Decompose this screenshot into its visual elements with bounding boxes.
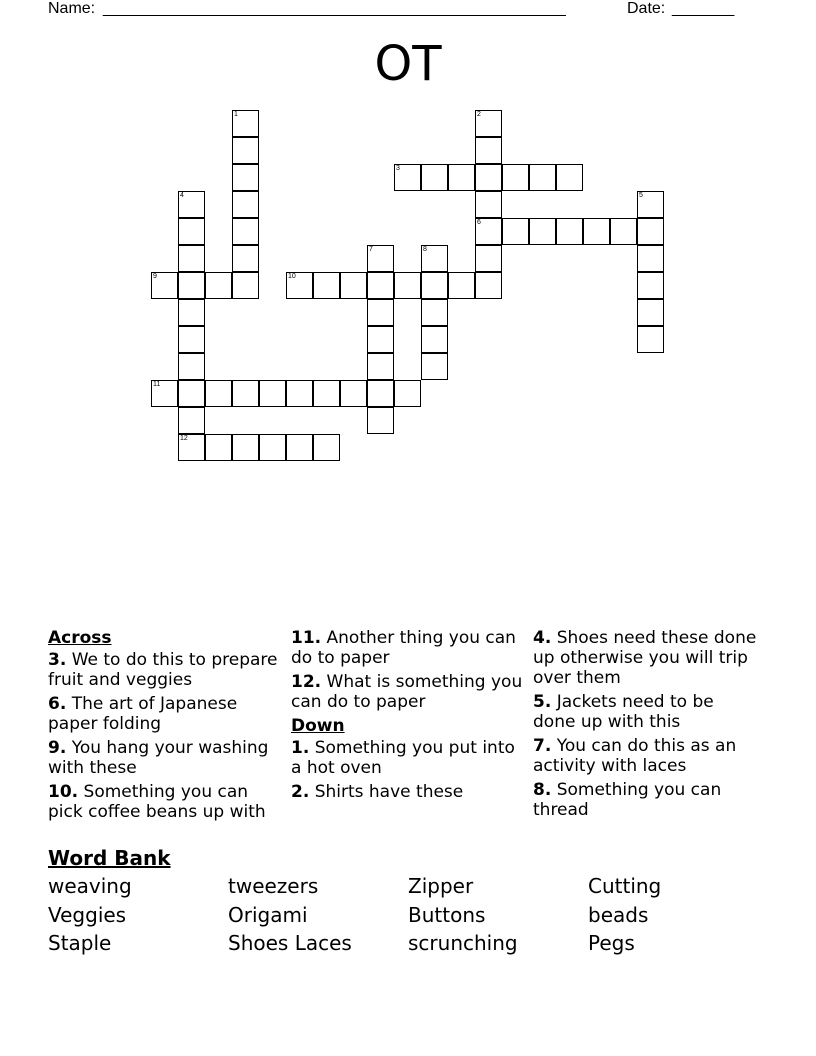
name-label: Name: [48, 0, 96, 17]
name-line[interactable]: ____________________________________________________ [103, 0, 566, 17]
crossword-cell[interactable] [421, 272, 448, 299]
crossword-cell[interactable] [529, 164, 556, 191]
crossword-cell[interactable] [232, 380, 259, 407]
crossword-cell[interactable] [178, 299, 205, 326]
clue-down-2: 2. Shirts have these [291, 782, 464, 802]
crossword-cell[interactable] [178, 326, 205, 353]
crossword-cell[interactable] [421, 353, 448, 380]
clue-number: 1 [234, 111, 238, 118]
crossword-cell[interactable] [259, 380, 286, 407]
clues-column-1 [48, 628, 286, 826]
crossword-cell[interactable] [367, 272, 394, 299]
crossword-cell[interactable] [340, 380, 367, 407]
word-bank-item: scrunching [408, 931, 518, 955]
word-bank-item: Buttons [408, 903, 486, 927]
clue-across-10: 10. Something you can pick coffee beans up with [48, 782, 266, 822]
clue-number: 11 [153, 381, 161, 388]
crossword-cell[interactable] [313, 434, 340, 461]
clue-down-8: 8. Something you can thread [533, 780, 722, 820]
word-bank-item: Zipper [408, 874, 474, 898]
clue-down-7: 7. You can do this as an activity with laces [533, 736, 737, 776]
word-bank-item: beads [588, 903, 649, 927]
crossword-cell[interactable] [475, 272, 502, 299]
clue-number: 9 [153, 273, 157, 280]
crossword-cell[interactable] [421, 326, 448, 353]
clue-down-4: 4. Shoes need these done up otherwise you will trip over them [533, 628, 757, 688]
crossword-cell[interactable] [178, 353, 205, 380]
clue-number: 8 [423, 246, 427, 253]
crossword-cell[interactable] [475, 137, 502, 164]
crossword-cell[interactable] [394, 380, 421, 407]
word-bank-title: Word Bank [48, 846, 171, 870]
clue-across-9: 9. You hang your washing with these [48, 738, 269, 778]
clue-across-12: 12. What is something you can do to paper [291, 672, 523, 712]
crossword-cell[interactable] [421, 164, 448, 191]
down-heading: Down [291, 716, 345, 736]
word-bank-item: Shoes Laces [228, 931, 352, 955]
clue-number: 2 [477, 111, 481, 118]
crossword-cell[interactable] [367, 380, 394, 407]
crossword-cell[interactable] [313, 272, 340, 299]
clue-across-11: 11. Another thing you can do to paper [291, 628, 516, 668]
clue-number: 4 [180, 192, 184, 199]
crossword-cell[interactable] [556, 218, 583, 245]
crossword-cell[interactable] [232, 272, 259, 299]
word-bank-item: weaving [48, 874, 132, 898]
crossword-cell[interactable] [637, 299, 664, 326]
crossword-cell[interactable] [421, 299, 448, 326]
crossword-cell[interactable] [637, 245, 664, 272]
crossword-cell[interactable] [367, 326, 394, 353]
clue-number: 6 [477, 219, 481, 226]
crossword-cell[interactable] [529, 218, 556, 245]
clue-across-6: 6. The art of Japanese paper folding [48, 694, 238, 734]
page-title: OT [374, 36, 442, 92]
crossword-cell[interactable] [475, 245, 502, 272]
word-bank-item: Veggies [48, 903, 127, 927]
clue-down-5: 5. Jackets need to be done up with this [533, 692, 714, 732]
crossword-cell[interactable] [475, 191, 502, 218]
crossword-cell[interactable] [178, 245, 205, 272]
crossword-cell[interactable] [232, 137, 259, 164]
crossword-cell[interactable] [448, 164, 475, 191]
crossword-cell[interactable] [367, 299, 394, 326]
crossword-cell[interactable] [556, 164, 583, 191]
crossword-cell[interactable] [286, 434, 313, 461]
date-label: Date: [627, 0, 666, 17]
crossword-cell[interactable] [286, 380, 313, 407]
crossword-cell[interactable] [394, 272, 421, 299]
clue-across-3: 3. We to do this to prepare fruit and veggies [48, 650, 278, 690]
clues-column-2 [291, 628, 529, 806]
crossword-cell[interactable] [178, 218, 205, 245]
crossword-cell[interactable] [232, 164, 259, 191]
crossword-cell[interactable] [637, 326, 664, 353]
clue-number: 7 [369, 246, 373, 253]
word-bank-item: tweezers [228, 874, 319, 898]
word-bank-item: Pegs [588, 931, 635, 955]
clue-number: 3 [396, 165, 400, 172]
crossword-cell[interactable] [475, 164, 502, 191]
crossword-cell[interactable] [178, 380, 205, 407]
crossword-grid [0, 0, 816, 470]
crossword-cell[interactable] [178, 272, 205, 299]
crossword-cell[interactable] [232, 191, 259, 218]
crossword-cell[interactable] [448, 272, 475, 299]
crossword-cell[interactable] [259, 434, 286, 461]
crossword-cell[interactable] [583, 218, 610, 245]
date-line[interactable]: _______ [672, 0, 735, 17]
crossword-cell[interactable] [205, 272, 232, 299]
crossword-cell[interactable] [637, 272, 664, 299]
crossword-cell[interactable] [502, 164, 529, 191]
crossword-cell[interactable] [232, 218, 259, 245]
crossword-cell[interactable] [178, 407, 205, 434]
word-bank-item: Cutting [588, 874, 662, 898]
crossword-cell[interactable] [313, 380, 340, 407]
crossword-cell[interactable] [367, 353, 394, 380]
word-bank-item: Origami [228, 903, 308, 927]
crossword-cell[interactable] [232, 245, 259, 272]
across-heading: Across [48, 628, 112, 648]
crossword-cell[interactable] [610, 218, 637, 245]
crossword-cell[interactable] [367, 407, 394, 434]
clue-number: 12 [180, 435, 188, 442]
crossword-cell[interactable] [205, 380, 232, 407]
crossword-cell[interactable] [205, 434, 232, 461]
crossword-cell[interactable] [502, 218, 529, 245]
clue-down-1: 1. Something you put into a hot oven [291, 738, 515, 778]
crossword-cell[interactable] [340, 272, 367, 299]
clue-number: 10 [288, 273, 296, 280]
crossword-cell[interactable] [637, 218, 664, 245]
clue-number: 5 [639, 192, 643, 199]
word-bank-item: Staple [48, 931, 112, 955]
clues-column-3 [533, 628, 758, 824]
crossword-cell[interactable] [232, 434, 259, 461]
